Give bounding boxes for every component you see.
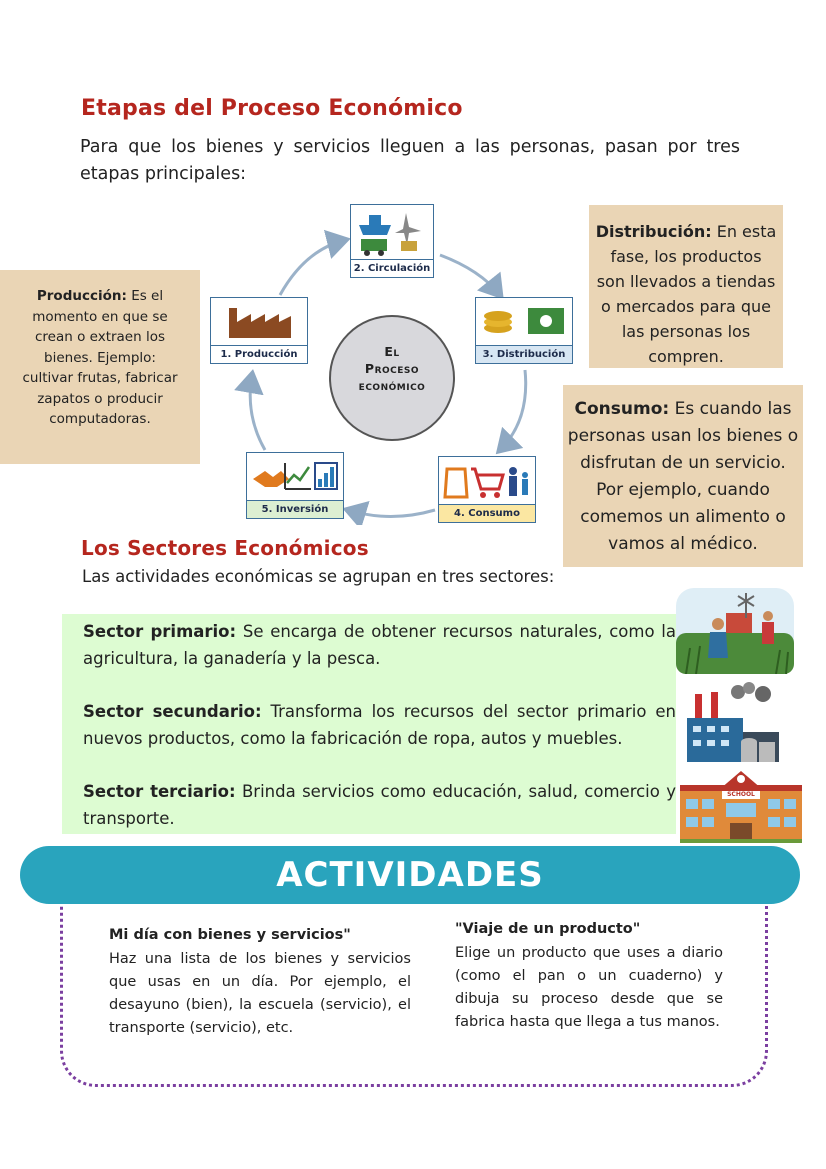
sectors-intro: Las actividades económicas se agrupan en tres sectores: xyxy=(82,567,555,586)
arrow-circ-dist xyxy=(440,255,500,295)
stage-consumo: 4. Consumo xyxy=(438,456,536,523)
stages-intro: Para que los bienes y servicios lleguen a las personas, pasan por tres etapas principales: xyxy=(80,137,740,184)
stage-distribucion: 3. Distribución xyxy=(475,297,573,364)
investment-icon xyxy=(247,453,343,499)
activity-2 xyxy=(455,918,723,1034)
center-label: El Proceso económico xyxy=(358,344,426,393)
activity-1-text: Haz una lista de los bienes y servicios que usas en un día. Por ejemplo, el desayuno (bien), la escuela (servicio), el transporte (servicio), etc. xyxy=(109,951,411,1036)
box-distribucion: Distribución: En esta fase, los productos son llevados a tiendas o mercados para que las personas los compren. xyxy=(589,205,783,368)
activity-1 xyxy=(109,924,411,1040)
money-icon xyxy=(476,298,572,344)
stages-heading: Etapas del Proceso Económico xyxy=(81,96,463,121)
box-consumo: Consumo: Es cuando las personas usan los bienes o disfrutan de un servicio. Por ejemplo, cuando comemos un alimento o vamos al médico. xyxy=(563,385,803,567)
transport-icon xyxy=(351,205,433,258)
factory-icon xyxy=(211,298,307,344)
activity-2-text: Elige un producto que uses a diario (como el pan o un cuaderno) y dibuja su proceso desde que se fabrica hasta que llega a tus manos. xyxy=(455,945,723,1030)
sector-terciario: Sector terciario: Brinda servicios como educación, salud, comercio y transporte. xyxy=(83,782,676,828)
box-produccion: Producción: Es el momento en que se crean o extraen los bienes. Ejemplo: cultivar frutas, fabricar zapatos o producir computadoras. xyxy=(0,270,200,464)
school-sign: SCHOOL xyxy=(727,791,755,798)
school-icon xyxy=(680,767,802,843)
arrow-inv-prod xyxy=(250,375,265,450)
stage-circulacion: 2. Circulación xyxy=(350,204,434,278)
activity-1-title: Mi día con bienes y servicios" xyxy=(109,927,351,943)
sectors-heading: Los Sectores Económicos xyxy=(81,536,369,560)
arrow-dist-cons xyxy=(500,370,526,450)
stage-inversion: 5. Inversión xyxy=(246,452,344,519)
activity-2-title: "Viaje de un producto" xyxy=(455,921,641,937)
shopping-icon xyxy=(439,457,535,503)
stage-produccion: 1. Producción xyxy=(210,297,308,364)
industry-icon xyxy=(683,682,783,764)
activities-banner xyxy=(20,846,800,904)
sector-secundario: Sector secundario: Transforma los recursos del sector primario en nuevos productos, como la fabricación de ropa, autos y muebles. xyxy=(83,702,676,748)
farm-icon xyxy=(676,588,794,674)
activities-title: ACTIVIDADES xyxy=(276,855,544,895)
sector-primario: Sector primario: Se encarga de obtener recursos naturales, como la agricultura, la ganadería y la pesca. xyxy=(83,622,676,668)
arrow-prod-circ xyxy=(280,240,345,295)
sectors-list xyxy=(83,618,676,832)
arrow-cons-inv xyxy=(348,510,435,517)
